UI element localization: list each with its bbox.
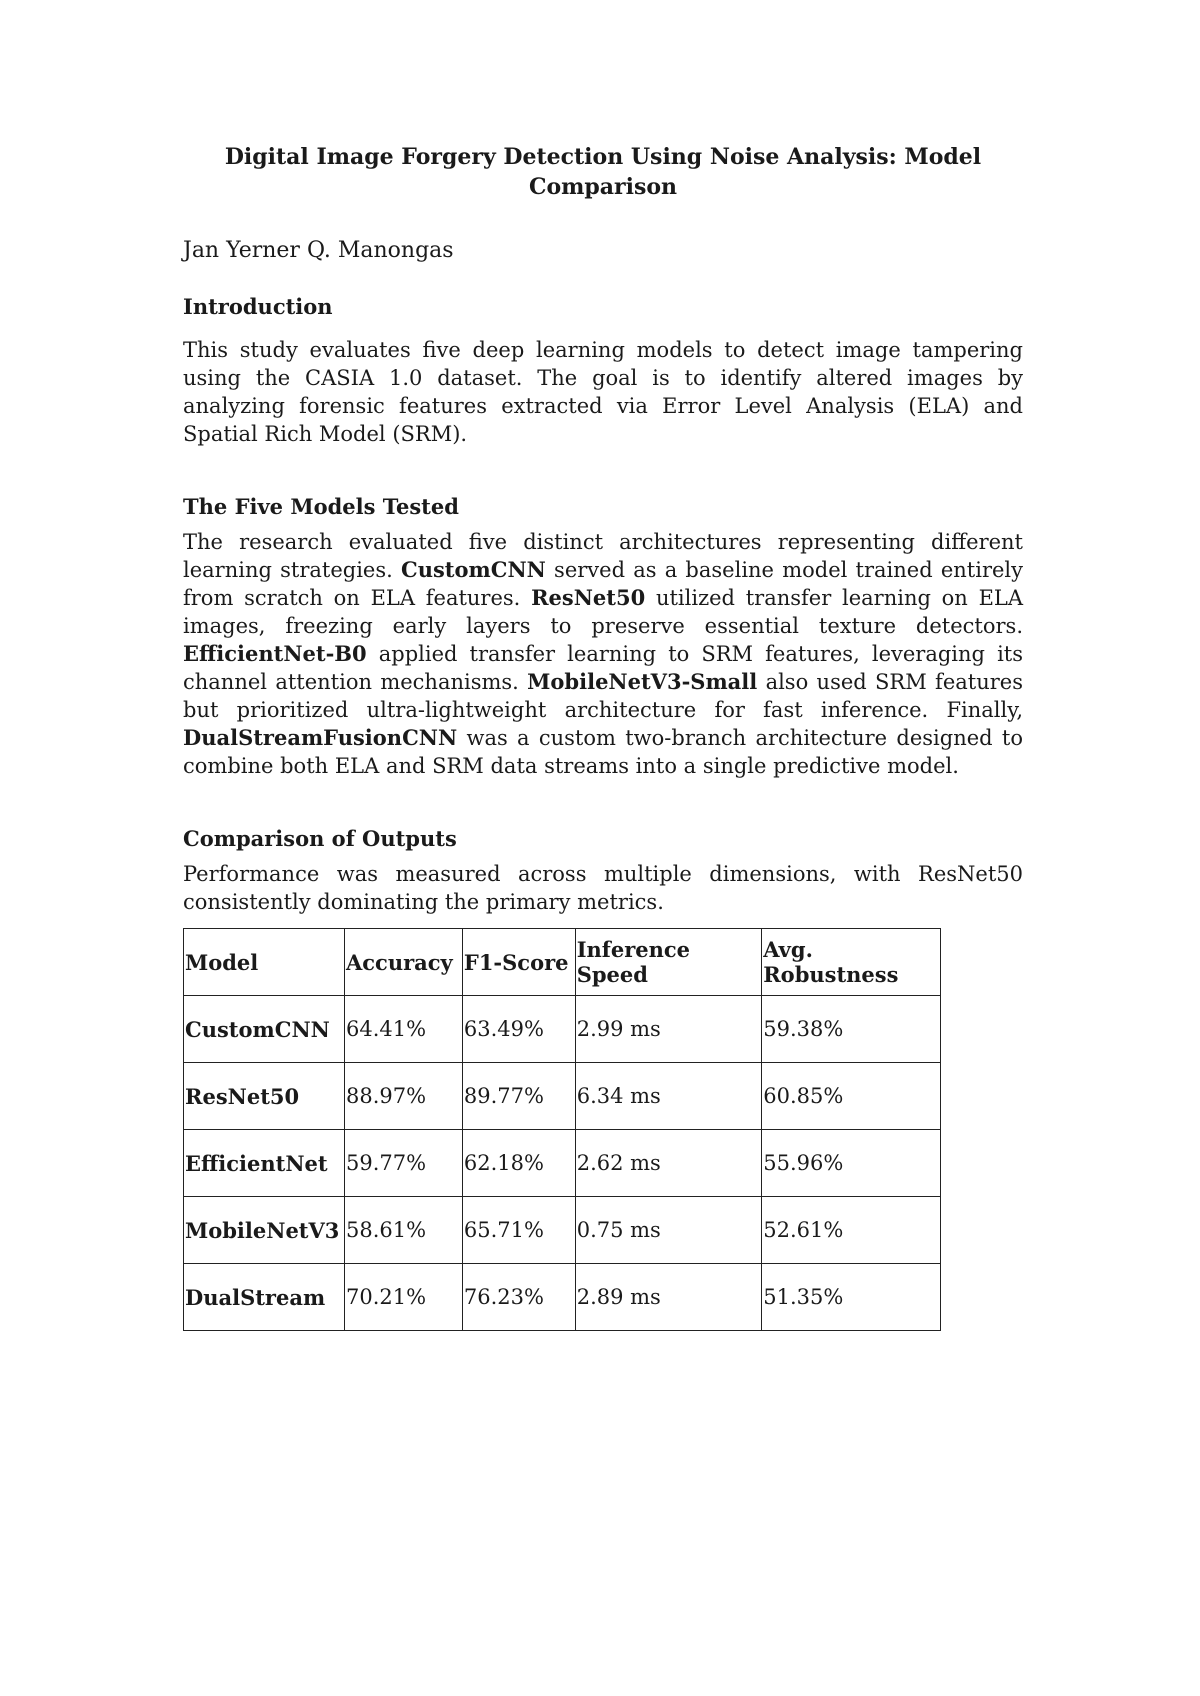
table-cell: 51.35%	[762, 1264, 941, 1331]
models-text-segment: utilized transfer learning on ELA images, freezing early layers to preserve essential texture detectors.	[183, 586, 1024, 638]
table-cell: 55.96%	[762, 1130, 941, 1197]
table-row	[184, 1063, 941, 1130]
models-text-segment: applied transfer learning to SRM features, leveraging its channel attention mechanisms.	[183, 642, 1023, 694]
models-section-heading: The Five Models Tested	[183, 494, 459, 519]
table-cell: 59.38%	[762, 996, 941, 1063]
table-row	[184, 1264, 941, 1331]
table-cell-model: ResNet50	[184, 1063, 345, 1130]
table-cell-model: EfficientNet	[184, 1130, 345, 1197]
model-name-mobilenetv3-small: MobileNetV3-Small	[527, 669, 758, 694]
table-cell: 2.89 ms	[575, 1264, 762, 1331]
document-body	[183, 142, 1023, 1331]
table-cell: 76.23%	[462, 1264, 575, 1331]
model-name-customcnn: CustomCNN	[401, 557, 546, 582]
table-cell-model: MobileNetV3	[184, 1197, 345, 1264]
table-cell: 2.62 ms	[575, 1130, 762, 1197]
table-header-cell: Avg. Robustness	[762, 929, 941, 996]
model-name-dualstreamfusioncnn: DualStreamFusionCNN	[183, 725, 458, 750]
table-row	[184, 1130, 941, 1197]
table-cell: 58.61%	[344, 1197, 462, 1264]
table-header-cell: Accuracy	[344, 929, 462, 996]
results-table	[183, 928, 941, 1331]
comparison-paragraph: Performance was measured across multiple dimensions, with ResNet50 consistently dominating the primary metrics.	[183, 862, 1023, 914]
table-cell: 52.61%	[762, 1197, 941, 1264]
table-header-cell: Model	[184, 929, 345, 996]
table-cell-model: DualStream	[184, 1264, 345, 1331]
comparison-section-heading: Comparison of Outputs	[183, 826, 457, 851]
table-cell-model: CustomCNN	[184, 996, 345, 1063]
author-name: Jan Yerner Q. Manongas	[183, 238, 454, 263]
table-cell: 88.97%	[344, 1063, 462, 1130]
table-row	[184, 996, 941, 1063]
table-cell: 59.77%	[344, 1130, 462, 1197]
table-header-cell: F1-Score	[462, 929, 575, 996]
table-cell: 0.75 ms	[575, 1197, 762, 1264]
introduction-paragraph: This study evaluates five deep learning models to detect image tampering using the CASIA 1.0 dataset. The goal is to identify altered images by analyzing forensic features extracted via Error Level Analysis (ELA) and Spatial Rich Model (SRM).	[183, 338, 1023, 446]
table-cell: 89.77%	[462, 1063, 575, 1130]
models-text-segment: served as a baseline model trained entirely from scratch on ELA features.	[183, 558, 1023, 610]
table-cell: 64.41%	[344, 996, 462, 1063]
models-text-segment: The research evaluated five distinct architectures representing different learning strategies.	[183, 530, 1023, 582]
models-text-segment: also used SRM features but prioritized ultra-lightweight architecture for fast inference. Finally,	[183, 670, 1023, 722]
table-cell: 65.71%	[462, 1197, 575, 1264]
model-name-resnet50: ResNet50	[531, 585, 646, 610]
table-cell: 70.21%	[344, 1264, 462, 1331]
models-paragraph	[183, 528, 1023, 780]
table-cell: 2.99 ms	[575, 996, 762, 1063]
model-name-efficientnet-b0: EfficientNet-B0	[183, 641, 367, 666]
table-cell: 62.18%	[462, 1130, 575, 1197]
table-cell: 63.49%	[462, 996, 575, 1063]
table-row	[184, 1197, 941, 1264]
introduction-heading: Introduction	[183, 294, 333, 319]
models-text-segment: was a custom two-branch architecture designed to combine both ELA and SRM data streams into a single predictive model.	[183, 726, 1023, 778]
table-cell: 60.85%	[762, 1063, 941, 1130]
table-cell: 6.34 ms	[575, 1063, 762, 1130]
table-header-cell: Inference Speed	[575, 929, 762, 996]
table-header-row	[184, 929, 941, 996]
document-title: Digital Image Forgery Detection Using Noise Analysis: Model Comparison	[224, 144, 982, 200]
